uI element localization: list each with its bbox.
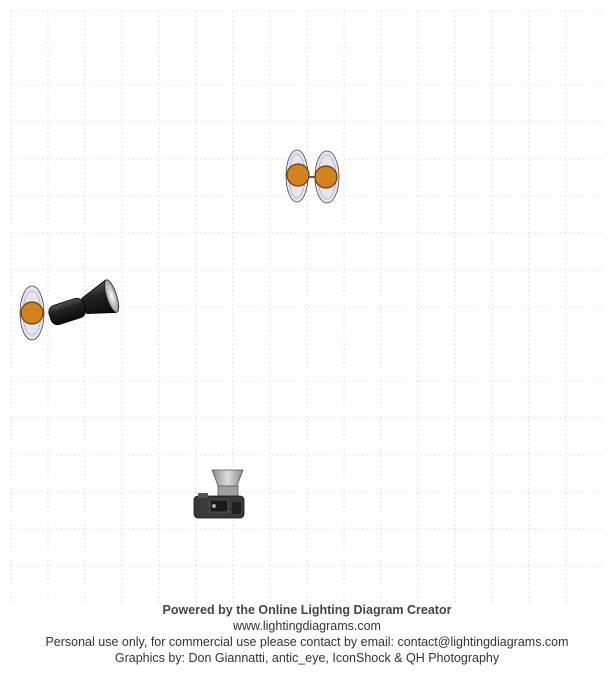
person-right [315,151,339,203]
footer-credits: Graphics by: Don Giannatti, antic_eye, IconShock & QH Photography [114,651,500,665]
footer-title: Powered by the Online Lighting Diagram Creator [162,603,452,617]
assistant-figure [20,286,44,340]
camera-grip [232,502,241,514]
subject-figure[interactable] [286,150,339,203]
snoot-modifier [45,278,122,332]
lens-hood [212,470,243,488]
camera-dial [212,504,216,508]
shutter-button [198,493,208,498]
camera[interactable] [194,470,244,518]
footer-url[interactable]: www.lightingdiagrams.com [233,619,381,633]
person-left [286,150,309,202]
footer-license: Personal use only, for commercial use please contact by email: contact@lightingdiagrams.com [45,635,569,649]
light-with-snoot[interactable] [20,278,122,340]
